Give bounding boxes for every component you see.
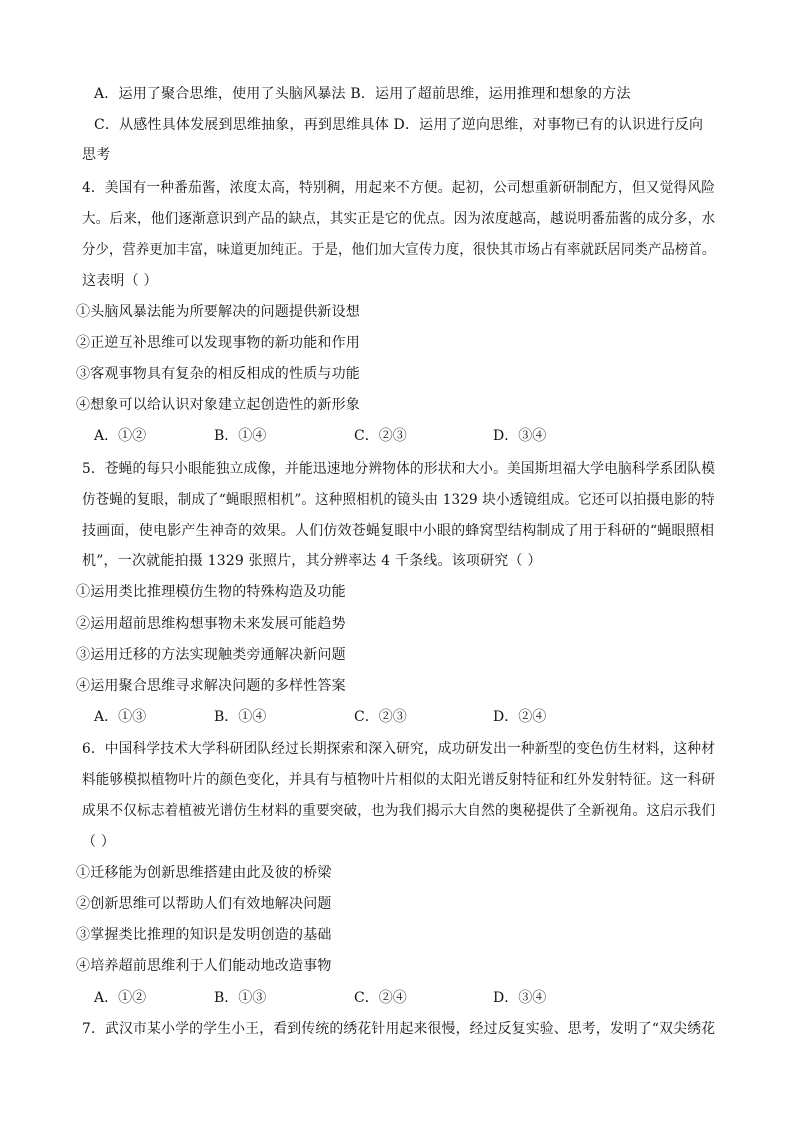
q6-stem-line-4: （ ） <box>82 834 116 850</box>
q5-item-4: ④运用聚合思维寻求解决问题的多样性答案 <box>76 678 346 694</box>
q5-item-3: ③运用迁移的方法实现触类旁通解决新问题 <box>76 647 346 663</box>
q6-item-3: ③掌握类比推理的知识是发明创造的基础 <box>76 927 332 943</box>
q5-choice-b[interactable]: B．①④ <box>214 709 267 725</box>
q4-stem-line-2: 大。后来，他们逐渐意识到产品的缺点，其实正是它的优点。因为浓度越高，越说明番茄酱的成分多，水 <box>82 211 716 227</box>
q5-choices <box>0 707 794 727</box>
q6-item-2: ②创新思维可以帮助人们有效地解决问题 <box>76 896 332 912</box>
q5-stem-line-2: 仿苍蝇的复眼，制成了“蝇眼照相机”。这种照相机的镜头由 1329 块小透镜组成。它还可以拍摄电影的特 <box>82 492 715 508</box>
prev-options-line-1: A．运用了聚合思维，使用了头脑风暴法 B．运用了超前思维，运用推理和想象的方法 <box>94 86 631 102</box>
q6-choice-a[interactable]: A．①② <box>94 990 147 1006</box>
q4-choice-b[interactable]: B．①④ <box>214 428 267 444</box>
q4-stem-line-4: 这表明（ ） <box>82 273 158 289</box>
q6-choice-b[interactable]: B．①③ <box>214 990 267 1006</box>
q5-item-2: ②运用超前思维构想事物未来发展可能趋势 <box>76 616 346 632</box>
q6-stem-line-1: 6．中国科学技术大学科研团队经过长期探索和深入研究，成功研发出一种新型的变色仿生材料，这种材 <box>82 741 716 757</box>
q4-choice-c[interactable]: C．②③ <box>354 428 407 444</box>
q4-choice-d[interactable]: D．③④ <box>493 428 547 444</box>
q4-choice-a[interactable]: A．①② <box>94 428 147 444</box>
q5-stem-line-3: 技画面，使电影产生神奇的效果。人们仿效苍蝇复眼中小眼的蜂窝型结构制成了用于科研的“蝇眼照相 <box>82 523 715 539</box>
q7-stem-line-1: 7．武汉市某小学的学生小王，看到传统的绣花针用起来很慢，经过反复实验、思考，发明了“双尖绣花 <box>82 1021 716 1037</box>
q4-stem-line-1: 4．美国有一种番茄酱，浓度太高，特别稠，用起来不方便。起初，公司想重新研制配方，但又觉得风险 <box>82 180 716 196</box>
q4-item-2: ②正逆互补思维可以发现事物的新功能和作用 <box>76 335 360 351</box>
q6-stem-line-2: 料能够模拟植物叶片的颜色变化，并具有与植物叶片相似的太阳光谱反射特征和红外发射特征。这一科研 <box>82 772 716 788</box>
q5-item-1: ①运用类比推理模仿生物的特殊构造及功能 <box>76 584 346 600</box>
q5-choice-d[interactable]: D．②④ <box>493 709 547 725</box>
q6-stem-line-3: 成果不仅标志着植被光谱仿生材料的重要突破，也为我们揭示大自然的奥秘提供了全新视角。这启示我们 <box>82 803 716 819</box>
q4-item-1: ①头脑风暴法能为所要解决的问题提供新设想 <box>76 304 360 320</box>
q4-item-3: ③客观事物具有复杂的相反相成的性质与功能 <box>76 366 360 382</box>
q5-stem-line-1: 5．苍蝇的每只小眼能独立成像，并能迅速地分辨物体的形状和大小。美国斯坦福大学电脑科学系团队模 <box>82 461 716 477</box>
q4-choices <box>0 426 794 446</box>
prev-options-line-3: 思考 <box>82 147 111 163</box>
q6-choice-d[interactable]: D．③④ <box>493 990 547 1006</box>
q6-item-1: ①迁移能为创新思维搭建由此及彼的桥梁 <box>76 865 332 881</box>
q6-item-4: ④培养超前思维利于人们能动地改造事物 <box>76 958 332 974</box>
q6-choice-c[interactable]: C．②④ <box>354 990 407 1006</box>
q5-choice-c[interactable]: C．②③ <box>354 709 407 725</box>
q4-item-4: ④想象可以给认识对象建立起创造性的新形象 <box>76 397 360 413</box>
q5-choice-a[interactable]: A．①③ <box>94 709 147 725</box>
prev-options-line-2: C．从感性具体发展到思维抽象，再到思维具体 D．运用了逆向思维，对事物已有的认识进行反向 <box>94 117 704 133</box>
q5-stem-line-4: 机”，一次就能拍摄 1329 张照片，其分辨率达 4 千条线。该项研究（ ） <box>82 553 542 569</box>
q6-choices <box>0 988 794 1008</box>
q4-stem-line-3: 分少，营养更加丰富，味道更加纯正。于是，他们加大宣传力度，很快其市场占有率就跃居同类产品榜首。 <box>82 242 716 258</box>
